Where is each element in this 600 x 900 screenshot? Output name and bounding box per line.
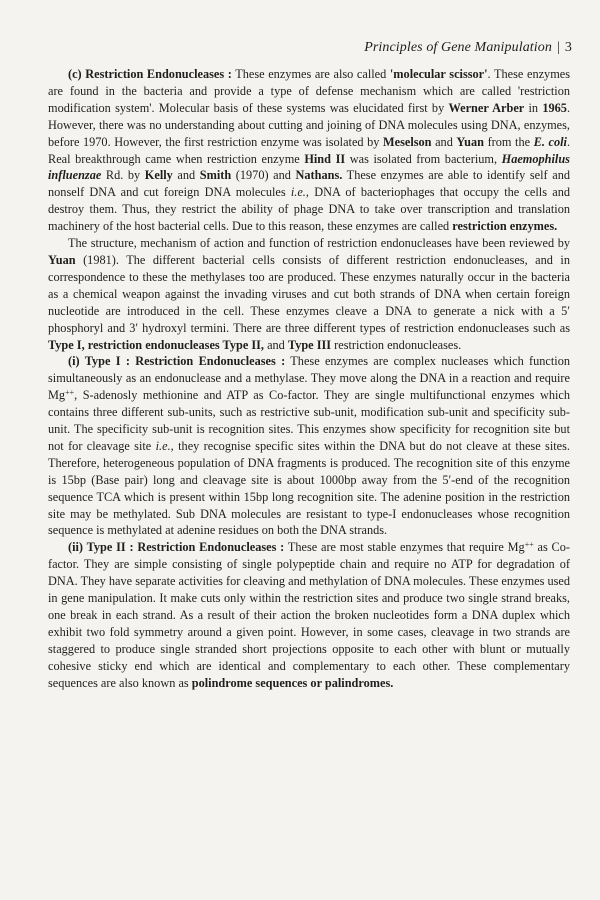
subsection-heading: (i) Type I : Restriction Endonucleases : (68, 354, 286, 369)
text-run: and (264, 337, 288, 352)
text-run: , S-adenosly methionine and ATP as Co-factor. They are single multifunctional enzymes which contains three different sub-units, such as restrictive sub-unit, modification sub-unit and specificity sub-unit. The specificity sub-unit is recognition sites. This enzymes show specificity for recognition site but not for cleavage site (48, 388, 570, 453)
abbreviation: i.e. (290, 185, 306, 200)
paragraph-structure (48, 235, 570, 353)
person-name: Kelly (144, 168, 173, 183)
text-run: These are most stable enzymes that require Mg (284, 540, 525, 555)
person-name: Werner Arber (448, 100, 525, 115)
text-run: Rd. by (101, 168, 145, 183)
superscript: ++ (65, 388, 75, 398)
abbreviation: i.e., (155, 438, 174, 453)
text-run: (1981). The different bacterial cells consists of different restriction endonucleases, and in correspondence to these the methylases too are produced. These enzymes naturally occur in the bacteria as a chemical weapon against the invading viruses and cut both strands of DNA when certain foreign nucleotide are introduced in the cell. These enzymes cleave a DNA to generate a nick with a 5′ phosphoryl and 3′ hydroxyl termini. There are three different types of restriction endonucleases such as (48, 252, 570, 335)
text-run: These enzymes are complex nucleases which function simultaneously as an endonuclease and a methylase. They move along the DNA in a reaction and require Mg (48, 354, 570, 403)
header-separator: | (556, 40, 560, 55)
text-run: and (431, 134, 457, 149)
text-run: was isolated from bacterium, (345, 151, 502, 166)
text-run: . Real breakthrough came when restriction enzyme (48, 134, 571, 166)
text-run: The structure, mechanism of action and function of restriction endonucleases have been reviewed by (68, 236, 570, 251)
term: restriction enzymes. (452, 219, 558, 234)
page-number: 3 (564, 40, 572, 55)
text-run: . These enzymes are found in the bacteria and provide a type of defense mechanism which are called 'restriction modification system'. Molecular basis of these systems was elucidated first by (48, 67, 571, 115)
text-run: These enzymes are also called (231, 67, 390, 81)
paragraph-type-i (48, 353, 570, 539)
organism-name: Haemophilus influenzae (48, 151, 570, 183)
section-heading: (c) Restriction Endonucleases : (68, 67, 232, 81)
organism-name: E. coli (533, 134, 567, 149)
term: 'molecular scissor' (389, 67, 488, 81)
term: Type III (287, 337, 332, 352)
text-run: they recognise specific sites within the DNA but do not cleave at these sites. Therefore, heterogeneous population of DNA fragments is produced. The recognition site of this enzyme is 15bp (Base pair) long and cleavage site is about 1000bp away from the 5′-end of the recognition sequence TCA which is present within 15bp long recognition site. The adenine position in the restriction site may be methylated. Sub DNA molecules are resistant to type-I endonucleases whose recognition sequence is methylated at adenine residues on both the DNA strands. (48, 438, 570, 538)
text-run: and (172, 168, 200, 183)
enzyme-name: Hind II (304, 151, 346, 166)
running-head (364, 40, 572, 56)
year: 1965 (542, 100, 567, 115)
text-run: restriction endonucleases. (331, 337, 462, 352)
subsection-heading: (ii) Type II : Restriction Endonucleases : (68, 540, 285, 555)
text-run: in (524, 100, 543, 115)
paragraph-type-ii (48, 539, 570, 691)
text-run: from the (484, 134, 534, 149)
text-run: . However, there was no understanding about cutting and joining of DNA molecules using DNA, enzymes, before 1970. However, the first restriction enzyme was isolated by (48, 100, 571, 149)
text-run: These enzymes are able to identify self and nonself DNA and cut foreign DNA molecules (48, 168, 570, 200)
superscript: ++ (524, 540, 534, 550)
person-name: Meselson (383, 134, 432, 149)
text-run: , DNA of bacteriophages that occupy the cells and destroy them. Thus, they restrict the ability of phage DNA to take over transcription and translation machinery of the host bacterial cells. Due to this reason, these enzymes are called (48, 185, 570, 234)
person-name: Smith (199, 168, 232, 183)
paragraph-restriction-endonucleases (48, 66, 570, 235)
person-name: Nathans. (295, 168, 343, 183)
term: Type I, restriction endonucleases Type II, (48, 337, 264, 352)
person-name: Yuan (456, 134, 484, 149)
text-run: (1970) and (231, 168, 296, 183)
body-text (48, 66, 570, 692)
text-run: as Co-factor. They are simple consisting of single polypeptide chain and require no ATP for degradation of DNA. They have separate activities for cleaving and methylation of DNA molecules. These enzymes used in gene manipulation. It make cuts only within the restriction sites and produce two single strand breaks, one break in each strand. As a result of their action the broken nucleotides form a DNA duplex which exhibit two fold symmetry around a given point. However, in some cases, cleavage in two strands are staggered to produce single stranded short projections opposite to each other with blunt or mutually cohesive sticky end which are identical and complementary to each other. These complementary sequences are also known as (48, 540, 570, 690)
term: polindrome sequences or palindromes. (191, 675, 394, 690)
book-title: Principles of Gene Manipulation (364, 40, 552, 55)
person-name: Yuan (48, 252, 76, 267)
